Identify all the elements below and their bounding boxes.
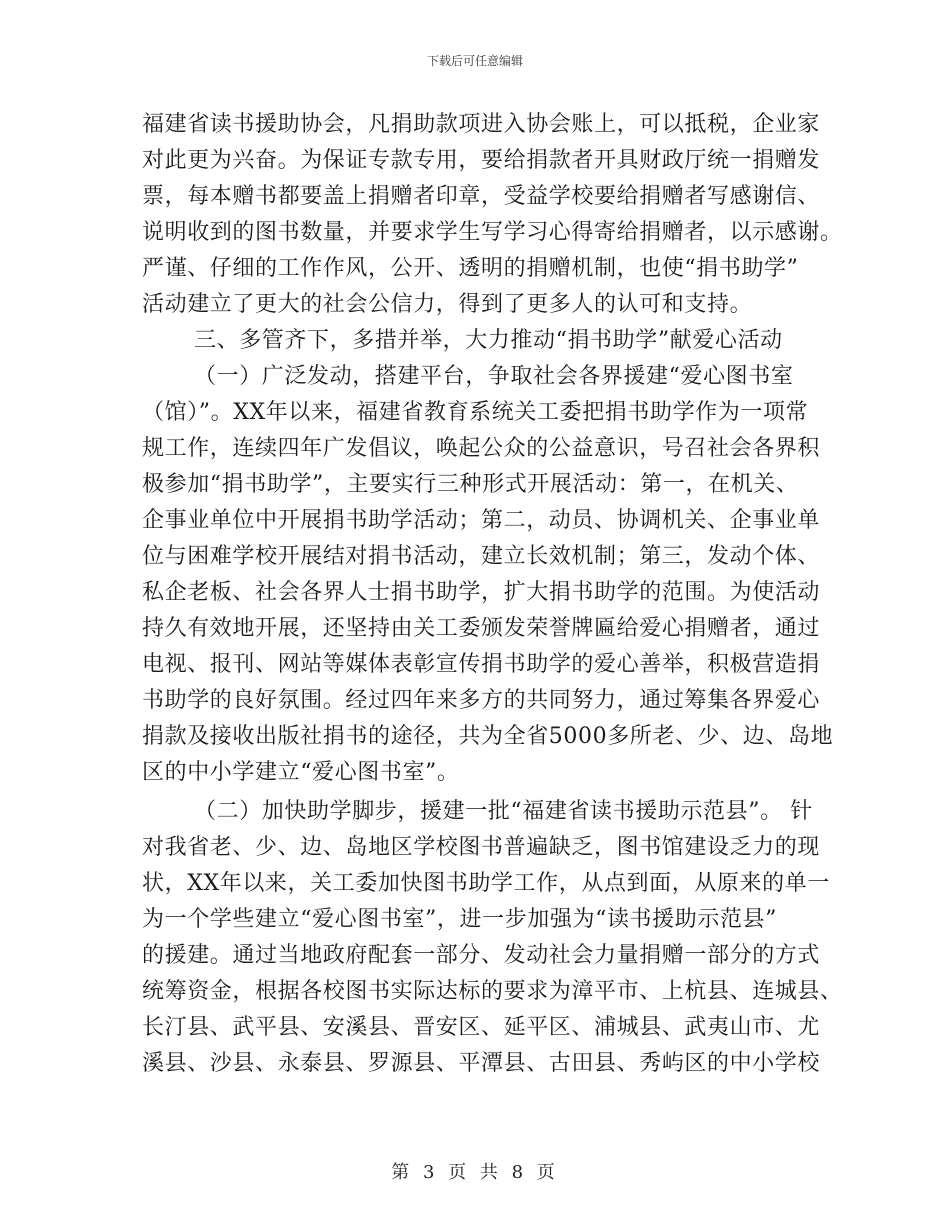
page-number: 第 3 页 共 8 页 (391, 1162, 559, 1183)
text-line: 说明收到的图书数量，并要求学生写学习心得寄给捐赠者，以示感谢。 (142, 220, 843, 245)
text-line: 区的中小学建立“爱心图书室”。 (142, 760, 460, 785)
text-line: 对此更为兴奋。为保证专款专用，要给捐款者开具财政厅统一捐赠发 (142, 148, 821, 173)
text-line: 持久有效地开展，还坚持由关工委颁发荣誉牌匾给爱心捐赠者，通过 (142, 616, 821, 641)
text-line: （馆）”。XX年以来，福建省教育系统关工委把捐书助学作为一项常 (142, 400, 809, 425)
subsection-heading: （一）广泛发动，搭建平台，争取社会各界援建“爱心图书室 (194, 364, 794, 389)
text-line: 私企老板、社会各界人士捐书助学，扩大捐书助学的范围。为使活动 (142, 580, 821, 605)
text-line: 状，XX年以来，关工委加快图书助学工作，从点到面，从原来的单一 (142, 871, 830, 896)
text-line: 活动建立了更大的社会公信力，得到了更多人的认可和支持。 (142, 292, 753, 317)
text-line: 企事业单位中开展捐书助学活动；第二，动员、协调机关、企事业单 (142, 508, 821, 533)
text-line: 票，每本赠书都要盖上捐赠者印章，受益学校要给捐赠者写感谢信、 (142, 184, 821, 209)
section-heading: 三、多管齐下，多措并举，大力推动“捐书助学”献爱心活动 (194, 328, 783, 353)
subsection-heading: （二）加快助学脚步，援建一批“福建省读书援助示范县”。 针 (194, 799, 813, 824)
page-header: 下载后可任意编辑 (426, 54, 523, 68)
text-line: 的援建。通过当地政府配套一部分、发动社会力量捐赠一部分的方式 (142, 943, 821, 968)
text-line: 捐款及接收出版社捐书的途径，共为全省5000多所老、少、边、岛地 (142, 724, 834, 749)
text-line: 溪县、沙县、永泰县、罗源县、平潭县、古田县、秀屿区的中小学校 (142, 1051, 821, 1076)
text-line: 长汀县、武平县、安溪县、晋安区、延平区、浦城县、武夷山市、尤 (142, 1015, 821, 1040)
text-line: 位与困难学校开展结对捐书活动，建立长效机制；第三，发动个体、 (142, 544, 821, 569)
text-line: 统筹资金，根据各校图书实际达标的要求为漳平市、上杭县、连城县、 (142, 979, 843, 1004)
text-line: 福建省读书援助协会，凡捐助款项进入协会账上，可以抵税，企业家 (142, 112, 821, 137)
text-line: 极参加“捐书助学”，主要实行三种形式开展活动：第一，在机关、 (142, 472, 799, 497)
text-line: 严谨、仔细的工作作风，公开、透明的捐赠机制，也使“捐书助学” (142, 256, 799, 281)
text-line: 对我省老、少、边、岛地区学校图书普遍缺乏，图书馆建设乏力的现 (142, 835, 821, 860)
text-line: 为一个学些建立“爱心图书室”，进一步加强为“读书援助示范县” (142, 907, 777, 932)
text-line: 规工作，连续四年广发倡议，唤起公众的公益意识，号召社会各界积 (142, 436, 821, 461)
text-line: 书助学的良好氛围。经过四年来多方的共同努力，通过筹集各界爱心 (142, 688, 821, 713)
document-body (142, 107, 843, 1082)
text-line: 电视、报刊、网站等媒体表彰宣传捐书助学的爱心善举，积极营造捐 (142, 652, 821, 677)
